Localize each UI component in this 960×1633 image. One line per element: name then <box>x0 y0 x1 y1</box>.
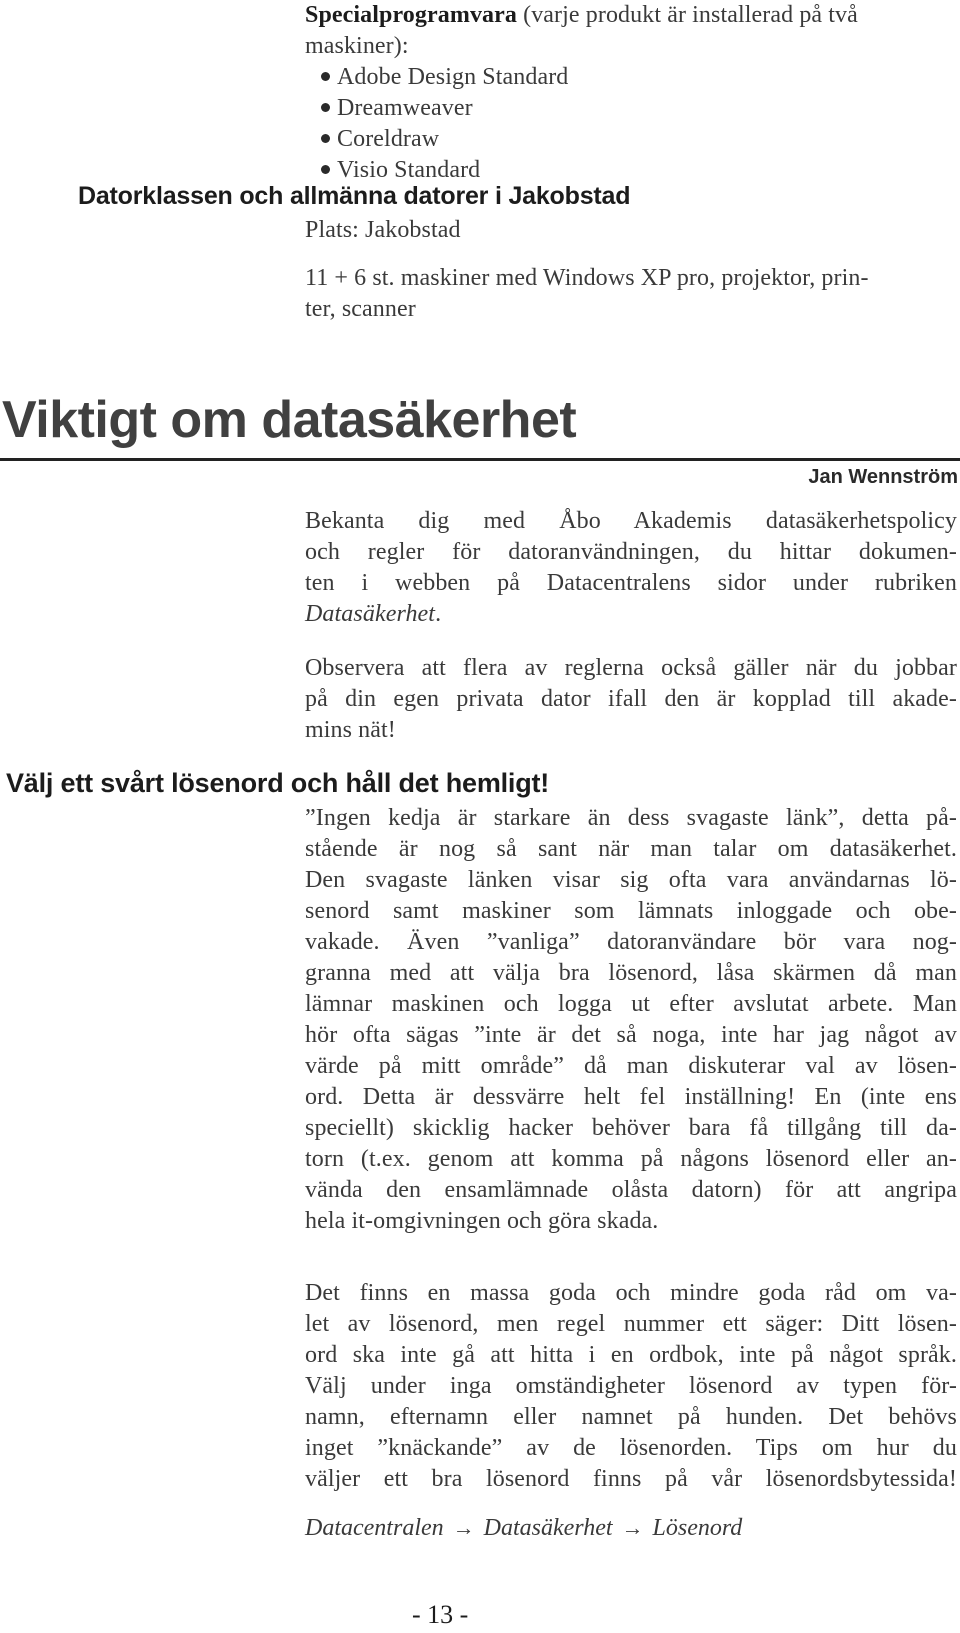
paragraph-line: granna med att välja bra lösenord, låsa skärmen då man <box>305 960 957 986</box>
paragraph-line: väljer ett bra lösenord finns på vår lösenordsbytessida! <box>305 1466 957 1492</box>
paragraph-line: ord ska inte gå att hitta i en ordbok, inte på något språk. <box>305 1342 957 1368</box>
paragraph-line: ten i webben på Datacentralens sidor under rubriken <box>305 570 957 596</box>
machines-line-1: 11 + 6 st. maskiner med Windows XP pro, projektor, prin- <box>305 265 869 291</box>
period: . <box>435 601 442 627</box>
software-label: Specialprogramvara <box>305 2 517 28</box>
paragraph-line: värde på mitt område” då man diskuterar val av lösen- <box>305 1053 957 1079</box>
paragraph-line: mins nät! <box>305 717 396 743</box>
software-list <box>305 62 960 186</box>
paragraph-line: ”Ingen kedja är starkare än dess svagaste länk”, detta på- <box>305 805 957 831</box>
paragraph-line: vakade. Även ”vanliga” datoranvändare bör vara nog- <box>305 929 957 955</box>
paragraph-line: på din egen privata dator ifall den är kopplad till akade- <box>305 686 957 712</box>
breadcrumb <box>305 1515 742 1542</box>
paragraph-password <box>305 803 957 1237</box>
software-intro-line-2: maskiner): <box>305 33 409 59</box>
software-intro-text: (varje produkt är installerad på två <box>517 2 858 28</box>
title-divider <box>0 458 960 461</box>
paragraph-line <box>305 599 957 630</box>
software-item: Dreamweaver <box>337 95 473 121</box>
machines-text <box>305 263 955 325</box>
article-title: Viktigt om datasäkerhet <box>2 391 577 449</box>
italic-term: Datasäkerhet <box>305 601 436 627</box>
paragraph-line: lämnar maskinen och logga ut efter avslutat arbete. Man <box>305 991 957 1017</box>
bullet-icon <box>321 134 330 143</box>
paragraph-intro <box>305 506 957 630</box>
paragraph-line: Observera att flera av reglerna också gäller när du jobbar <box>305 655 957 681</box>
paragraph-line: torn (t.ex. genom att komma på någons lösenord eller an- <box>305 1146 957 1172</box>
breadcrumb-item: Datasäkerhet <box>483 1515 613 1541</box>
paragraph-line: hela it-omgivningen och göra skada. <box>305 1208 659 1234</box>
page-number: - 13 - <box>412 1600 469 1629</box>
breadcrumb-item: Datacentralen <box>305 1515 444 1541</box>
software-intro <box>305 0 960 186</box>
subheading: Välj ett svårt lösenord och håll det hemligt! <box>6 768 550 798</box>
software-intro-line <box>305 0 960 31</box>
list-item <box>321 93 960 124</box>
author-name: Jan Wennström <box>808 466 958 488</box>
paragraph-line: speciellt) skicklig hacker behöver bara få tillgång till da- <box>305 1115 957 1141</box>
paragraph-line: hör ofta sägas ”inte är det så noga, inte har jag något av <box>305 1022 957 1048</box>
paragraph-line: let av lösenord, men regel nummer ett säger: Ditt lösen- <box>305 1311 957 1337</box>
paragraph-line: Bekanta dig med Åbo Akademis datasäkerhetspolicy <box>305 508 957 534</box>
section-heading: Datorklassen och allmänna datorer i Jakobstad <box>78 182 631 210</box>
paragraph-line: Det finns en massa goda och mindre goda råd om va- <box>305 1280 957 1306</box>
paragraph-line: stående är nog så sant när man talar om datasäkerhet. <box>305 836 957 862</box>
paragraph-line: Välj under inga omständigheter lösenord av typen för- <box>305 1373 957 1399</box>
software-item: Adobe Design Standard <box>337 64 569 90</box>
list-item <box>321 124 960 155</box>
paragraph-line: senord samt maskiner som lämnats inloggade och obe- <box>305 898 957 924</box>
paragraph-line: och regler för datoranvändningen, du hittar dokumen- <box>305 539 957 565</box>
paragraph-line: vända den ensamlämnade olåsta datorn) för att angripa <box>305 1177 957 1203</box>
paragraph-note <box>305 653 957 746</box>
location-text: Plats: Jakobstad <box>305 217 461 243</box>
paragraph-line: Den svagaste länken visar sig ofta vara användarnas lö- <box>305 867 957 893</box>
paragraph-line: inget ”knäckande” av de lösenorden. Tips om hur du <box>305 1435 957 1461</box>
bullet-icon <box>321 72 330 81</box>
software-item: Coreldraw <box>337 126 440 152</box>
paragraph-line: ord. Detta är dessvärre helt fel inställning! En (inte ens <box>305 1084 957 1110</box>
paragraph-line: namn, efternamn eller namnet på hunden. Det behövs <box>305 1404 957 1430</box>
arrow-right-icon: → <box>621 1515 644 1540</box>
bullet-icon <box>321 165 330 174</box>
list-item <box>321 62 960 93</box>
bullet-icon <box>321 103 330 112</box>
arrow-right-icon: → <box>452 1515 475 1540</box>
machines-line-2: ter, scanner <box>305 296 416 322</box>
paragraph-advice <box>305 1278 957 1495</box>
breadcrumb-item: Lösenord <box>652 1515 743 1541</box>
software-item: Visio Standard <box>337 157 481 183</box>
